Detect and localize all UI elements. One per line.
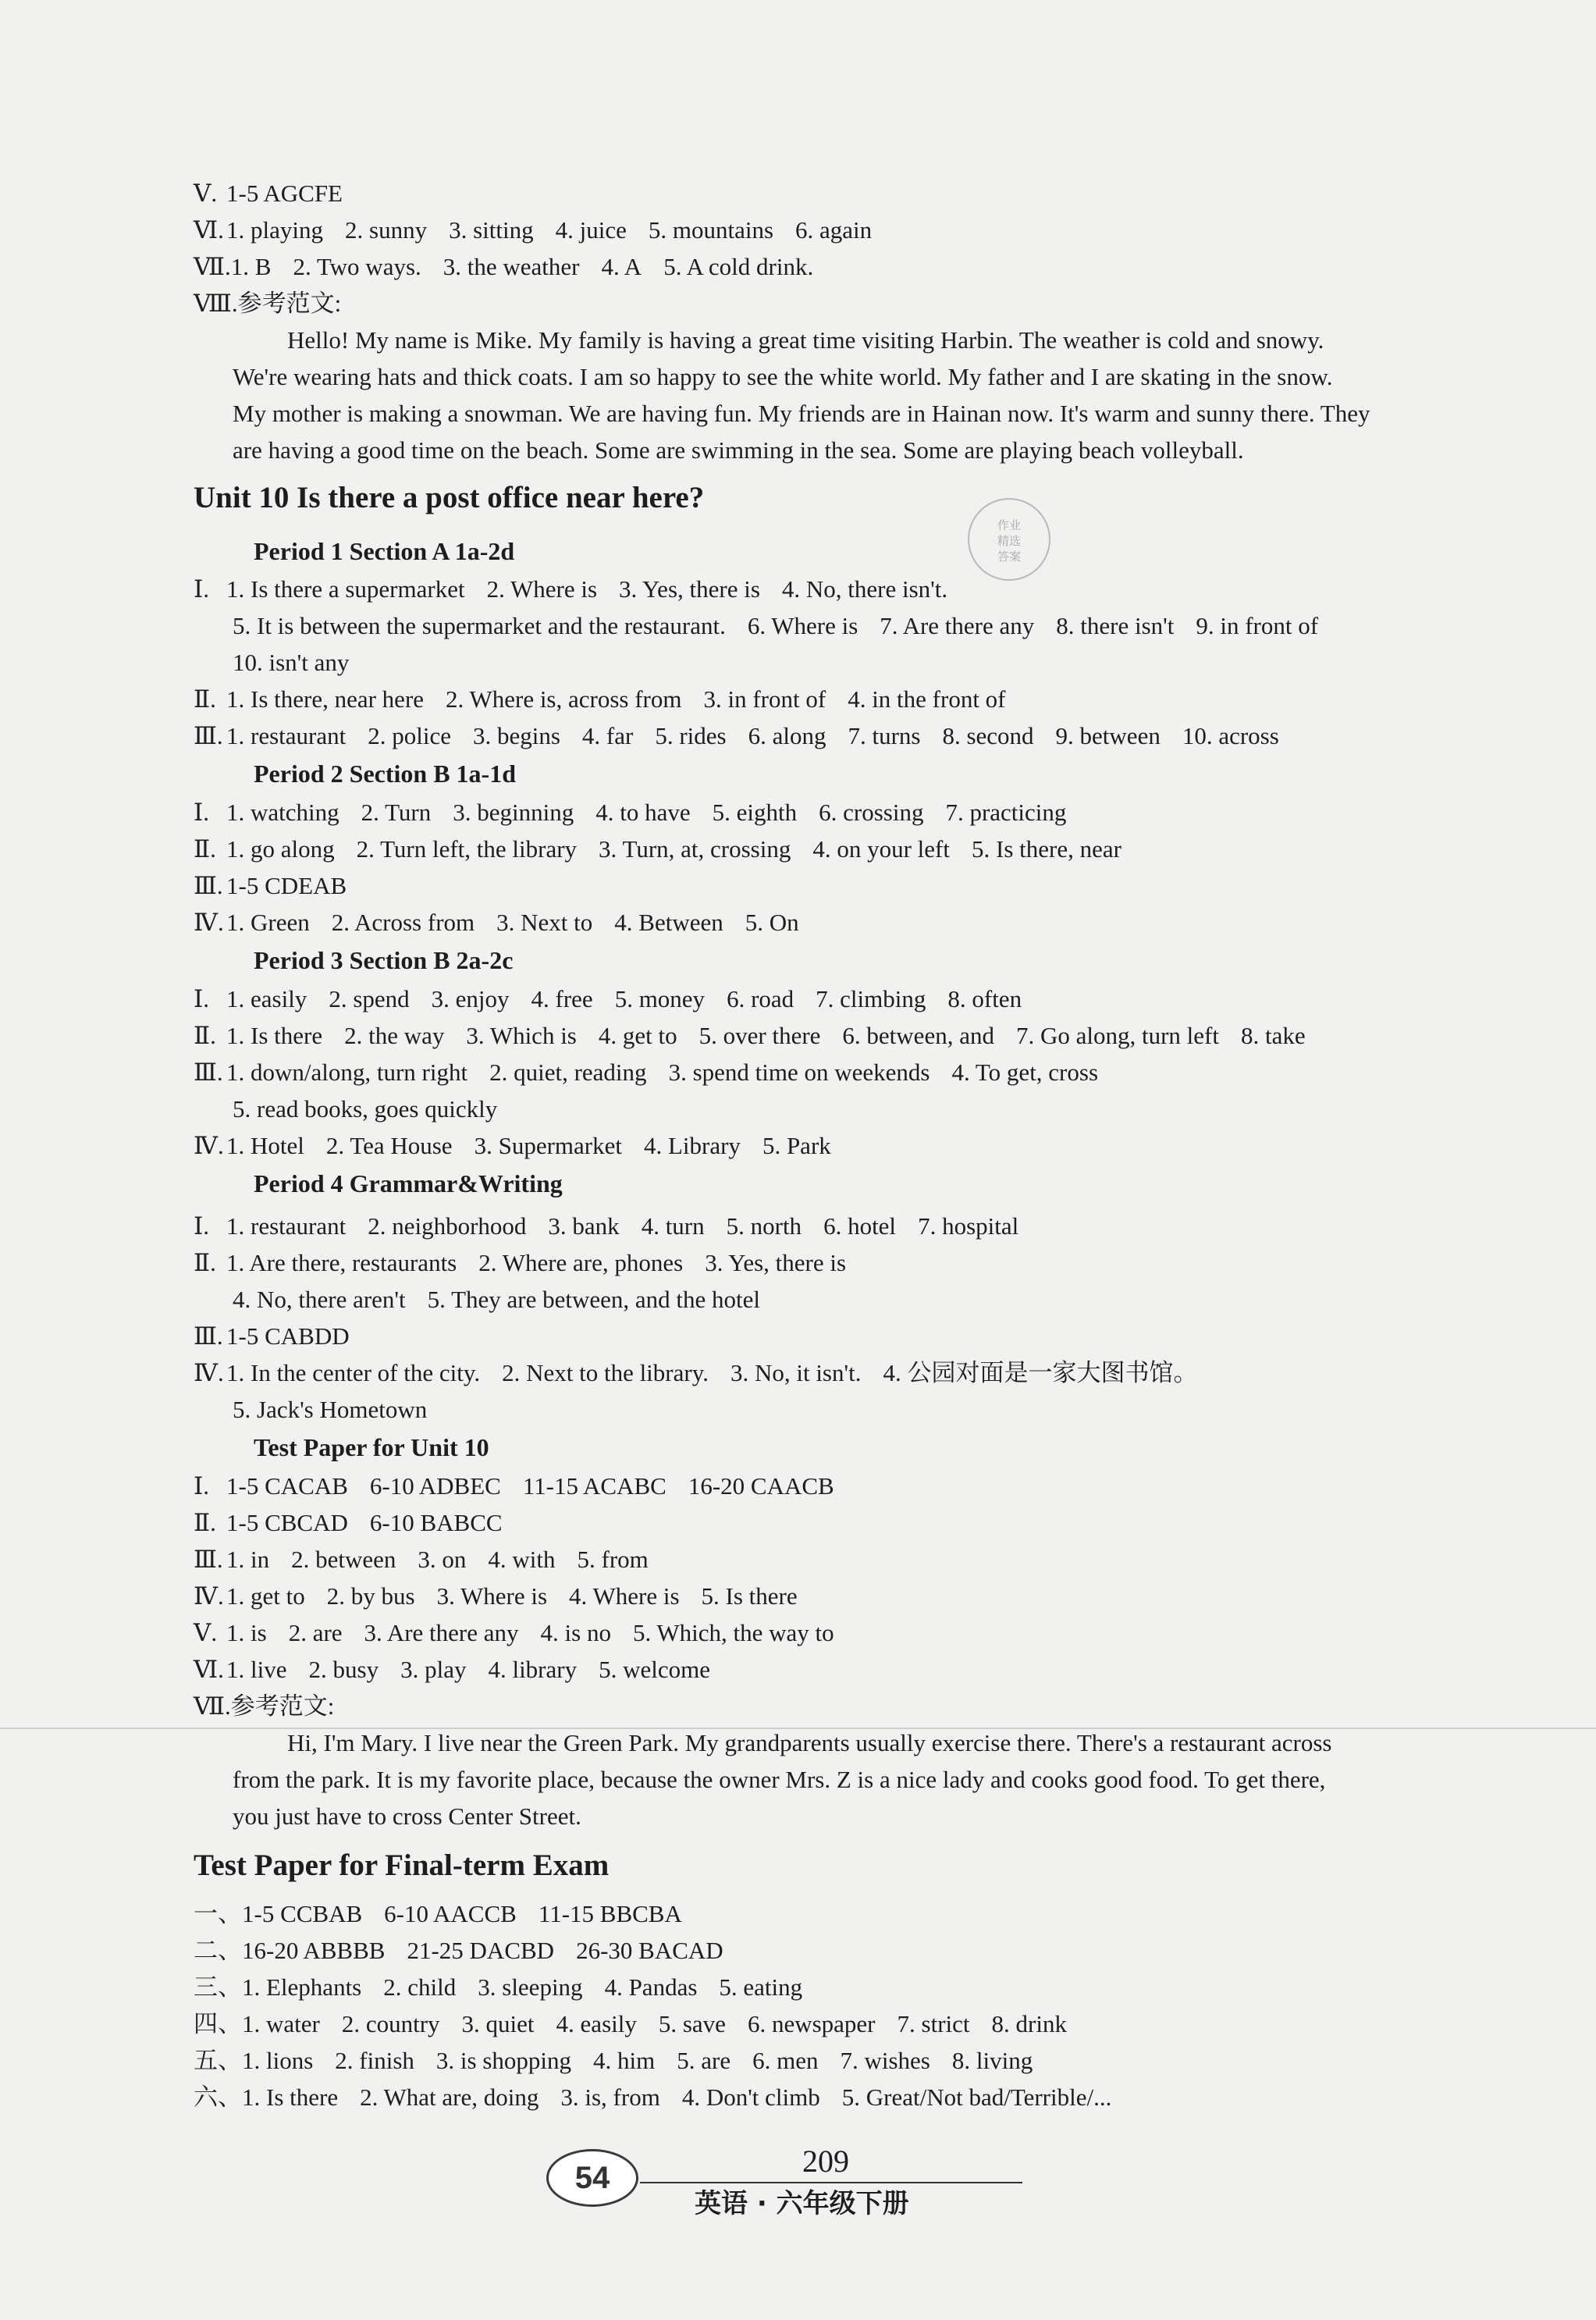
roman-numeral: Ⅲ. xyxy=(194,1322,223,1350)
answer-item: 3. Are there any xyxy=(364,1619,519,1646)
roman-numeral: Ⅴ. xyxy=(194,180,218,207)
p1-section-i-cont xyxy=(233,644,1518,681)
answer-item: 4. turn xyxy=(641,1212,705,1240)
answer-item: 2. Where is, across from xyxy=(446,685,682,713)
answer-item: 6-10 AACCB xyxy=(384,1900,517,1927)
answer-item: 3. quiet xyxy=(461,2010,535,2037)
p2-section-iv xyxy=(194,904,1518,941)
answer-item: 5. money xyxy=(614,985,706,1012)
section-number: 三、 xyxy=(194,1973,242,2001)
answer-item: 3. bank xyxy=(548,1212,620,1240)
section-number: 一、 xyxy=(194,1900,242,1927)
roman-numeral: Ⅳ. xyxy=(194,1359,224,1386)
answer-item: 6. road xyxy=(727,985,794,1012)
answer-item: 16-20 CAACB xyxy=(688,1472,834,1500)
footer-rule xyxy=(640,2182,1022,2183)
answer-item: 7. hospital xyxy=(918,1212,1019,1240)
p3-section-ii xyxy=(194,1017,1518,1054)
answer-item: 1-5 CACAB xyxy=(226,1472,348,1500)
answer-item: 8. drink xyxy=(991,2010,1067,2037)
answer-item: 1. Green xyxy=(226,909,310,936)
p4-section-ii-cont xyxy=(233,1281,1518,1318)
answer-item: 7. practicing xyxy=(945,799,1067,826)
section-number: Ⅴ. xyxy=(194,1619,218,1646)
answer-item: 3. spend time on weekends xyxy=(668,1059,930,1086)
answer-item: 2. neighborhood xyxy=(368,1212,527,1240)
answer-item: 1. Are there, restaurants xyxy=(226,1249,457,1276)
answer-item: 5. eating xyxy=(719,1973,803,2001)
answer-item: 4. easily xyxy=(556,2010,637,2037)
answer-item: 7. wishes xyxy=(840,2047,930,2074)
answer-item: 4. Pandas xyxy=(604,1973,698,2001)
answer-item: 4. him xyxy=(593,2047,656,2074)
answer-item: 4. Don't climb xyxy=(681,2083,820,2111)
p3-section-i xyxy=(194,980,1518,1017)
roman-numeral: Ⅶ. xyxy=(194,1692,231,1720)
answer-row xyxy=(194,1468,1518,1504)
answer-item: 8. there isn't xyxy=(1056,612,1175,639)
section-number: 二、 xyxy=(194,1937,242,1964)
answer-item: 10. across xyxy=(1182,722,1279,749)
answer-item: 2. country xyxy=(341,2010,440,2037)
answer-row xyxy=(194,1578,1518,1614)
answer-item: 5. Is there xyxy=(701,1582,798,1610)
period-4-heading: Period 4 Grammar&Writing xyxy=(254,1169,563,1197)
answer-item: 3. sitting xyxy=(449,216,534,244)
p3-section-iii xyxy=(194,1054,1518,1091)
answer-item: 3. Yes, there is xyxy=(705,1249,847,1276)
answer-row xyxy=(194,1932,1518,1969)
page-footer xyxy=(539,2143,1038,2221)
roman-numeral: Ⅲ. xyxy=(194,722,223,749)
answer-item: 3. on xyxy=(418,1546,467,1573)
answer-item: 2. busy xyxy=(308,1656,379,1683)
answer-item: 4. far xyxy=(581,722,634,749)
answer-item: 6. men xyxy=(752,2047,819,2074)
p1-section-i-cont xyxy=(233,607,1518,644)
answer-item: 2. sunny xyxy=(345,216,428,244)
unit9-section-vi xyxy=(194,212,1518,248)
book-title: 英语 · 六年级下册 xyxy=(695,2188,909,2219)
answer-item: 1. B xyxy=(230,253,272,280)
answer-item: 2. Next to the library. xyxy=(502,1359,709,1386)
essay-line: My mother is making a snowman. We are having fun. My friends are in Hainan now. It's warm and sunny there. They xyxy=(233,400,1370,427)
answer-item: 5. Park xyxy=(762,1132,831,1159)
answer-row xyxy=(194,2079,1518,2115)
answer-item: 2. Across from xyxy=(331,909,475,936)
final-exam-title: Test Paper for Final-term Exam xyxy=(194,1849,610,1882)
answer-item: 2. spend xyxy=(329,985,410,1012)
answer-item: 2. Tea House xyxy=(325,1132,453,1159)
answer-item: 4. No, there isn't. xyxy=(781,575,948,603)
answer-item: 1. restaurant xyxy=(226,1212,347,1240)
answer-item: 4. Between xyxy=(614,909,723,936)
answer-item: 5. welcome xyxy=(599,1656,710,1683)
answer-item: 6. along xyxy=(748,722,826,749)
answer-item: 11-15 ACABC xyxy=(522,1472,666,1500)
answer-item: 5. It is between the supermarket and the restaurant. xyxy=(233,612,726,639)
answer-item: 3. Turn, at, crossing xyxy=(599,835,791,863)
p4-section-ii xyxy=(194,1244,1518,1281)
answer-item: 4. with xyxy=(488,1546,556,1573)
roman-numeral: Ⅲ. xyxy=(194,872,223,899)
answer-item: 4. in the front of xyxy=(848,685,1006,713)
answer-item: 7. strict xyxy=(897,2010,970,2037)
answer-item: 8. often xyxy=(947,985,1022,1012)
answer-item: 5. over there xyxy=(698,1022,821,1049)
answer-item: 1. playing xyxy=(226,216,323,244)
answer-item: 3. the weather xyxy=(443,253,580,280)
answer-item: 5. Jack's Hometown xyxy=(233,1396,428,1423)
answer-item: 4. A xyxy=(601,253,642,280)
answer-row xyxy=(194,2042,1518,2079)
answer-item: 3. is shopping xyxy=(435,2047,572,2074)
p4-section-iv xyxy=(194,1354,1518,1391)
answer-item: 2. Two ways. xyxy=(293,253,421,280)
answer-item: 3. play xyxy=(400,1656,467,1683)
unit9-section-viii xyxy=(194,285,1518,322)
answer-item: 6. hotel xyxy=(823,1212,897,1240)
answer-item: 1. go along xyxy=(226,835,335,863)
unit10-title: Unit 10 Is there a post office near here? xyxy=(194,481,705,514)
answer-item: 21-25 DACBD xyxy=(407,1937,555,1964)
answer-item: 5. save xyxy=(658,2010,726,2037)
section-number: 六、 xyxy=(194,2083,242,2111)
p4-section-iii: Ⅲ. 1-5 CABDD xyxy=(194,1318,1518,1354)
answer-row xyxy=(194,1969,1518,2005)
answer-item: 2. Where is xyxy=(486,575,598,603)
answer-item: 5. Which, the way to xyxy=(632,1619,834,1646)
answer-item: 2. quiet, reading xyxy=(489,1059,647,1086)
answer-item: 5. are xyxy=(677,2047,731,2074)
roman-numeral: Ⅱ. xyxy=(194,1022,216,1049)
answer-item: 6. between, and xyxy=(842,1022,994,1049)
roman-numeral: Ⅷ. xyxy=(194,290,238,317)
answer-row xyxy=(194,1541,1518,1578)
answer-item: 5. They are between, and the hotel xyxy=(427,1286,761,1313)
answer-item: 8. living xyxy=(951,2047,1033,2074)
answer-item: 1. restaurant xyxy=(226,722,347,749)
answer-item: 2. finish xyxy=(335,2047,414,2074)
period-1-heading: Period 1 Section A 1a-2d xyxy=(254,537,515,565)
answer-row xyxy=(194,1504,1518,1541)
answer-item: 1-5 CBCAD xyxy=(226,1509,348,1536)
roman-numeral: Ⅱ. xyxy=(194,685,216,713)
answer-text: 1-5 AGCFE xyxy=(226,180,343,207)
roman-numeral: Ⅰ. xyxy=(194,985,209,1012)
answer-item: 4. is no xyxy=(540,1619,611,1646)
answer-item: 26-30 BACAD xyxy=(576,1937,723,1964)
answer-row xyxy=(194,1614,1518,1651)
roman-numeral: Ⅰ. xyxy=(194,1212,209,1240)
answer-item: 11-15 BBCBA xyxy=(538,1900,682,1927)
answer-item: 2. are xyxy=(288,1619,343,1646)
p4-section-i xyxy=(194,1208,1518,1244)
answer-item: 5. Great/Not bad/Terrible/... xyxy=(841,2083,1112,2111)
answer-item: 2. child xyxy=(383,1973,457,2001)
answer-item: 6. again xyxy=(795,216,873,244)
answer-item: 4. library xyxy=(488,1656,578,1683)
essay-line: are having a good time on the beach. Some are swimming in the sea. Some are playing beach volleyball. xyxy=(233,436,1244,464)
answer-item: 5. On xyxy=(745,909,799,936)
answer-row xyxy=(194,1651,1518,1688)
answer-item: 1. get to xyxy=(226,1582,305,1610)
answer-item: 6-10 ADBEC xyxy=(369,1472,501,1500)
answer-item: 1. Elephants xyxy=(242,1973,362,2001)
answer-item: 4. get to xyxy=(598,1022,677,1049)
answer-item: 1. water xyxy=(242,2010,320,2037)
answer-item: 1. live xyxy=(226,1656,287,1683)
answer-item: 1-5 CCBAB xyxy=(242,1900,363,1927)
p2-section-i xyxy=(194,794,1518,831)
answer-item: 3. is, from xyxy=(560,2083,660,2111)
answer-item: 9. between xyxy=(1055,722,1161,749)
section-number: Ⅰ. xyxy=(194,1472,209,1500)
answer-item: 5. from xyxy=(577,1546,649,1573)
answer-item: 1. lions xyxy=(242,2047,314,2074)
answer-item: 4. juice xyxy=(555,216,627,244)
answer-item: 2. Turn left, the library xyxy=(356,835,578,863)
answer-item: 3. beginning xyxy=(453,799,574,826)
roman-numeral: Ⅱ. xyxy=(194,1249,216,1276)
unit9-section-v xyxy=(194,175,1518,212)
answer-item: 3. Supermarket xyxy=(474,1132,622,1159)
answer-item: 4. 公园对面是一家大图书馆。 xyxy=(883,1359,1198,1386)
roman-numeral: Ⅰ. xyxy=(194,799,209,826)
essay-line: Hello! My name is Mike. My family is having a great time visiting Harbin. The weather is cold and snowy. xyxy=(287,326,1324,354)
answer-item: 3. in front of xyxy=(703,685,826,713)
essay-line: We're wearing hats and thick coats. I am so happy to see the white world. My father and I are skating in the snow. xyxy=(233,363,1333,390)
unit9-section-vii xyxy=(194,248,1518,285)
answer-item: 5. eighth xyxy=(712,799,798,826)
answer-item: 9. in front of xyxy=(1196,612,1319,639)
section-number: Ⅳ. xyxy=(194,1582,224,1610)
answer-item: 1. easily xyxy=(226,985,307,1012)
p1-section-i xyxy=(194,571,1518,607)
roman-numeral: Ⅵ. xyxy=(194,216,224,244)
answer-item: 1. down/along, turn right xyxy=(226,1059,468,1086)
p1-section-iii xyxy=(194,717,1518,754)
answer-item: 3. No, it isn't. xyxy=(730,1359,862,1386)
answer-item: 1. In the center of the city. xyxy=(226,1359,481,1386)
p2-section-ii xyxy=(194,831,1518,867)
section-number: Ⅵ. xyxy=(194,1656,224,1683)
answer-item: 5. A cold drink. xyxy=(663,253,814,280)
answer-item: 4. Library xyxy=(643,1132,741,1159)
answer-item: 5. north xyxy=(726,1212,802,1240)
answer-item: 1. is xyxy=(226,1619,267,1646)
p3-section-iv xyxy=(194,1127,1518,1164)
answer-item: 2. between xyxy=(291,1546,396,1573)
answer-item: 4. on your left xyxy=(812,835,950,863)
roman-numeral: Ⅳ. xyxy=(194,1132,224,1159)
answer-item: 2. by bus xyxy=(326,1582,415,1610)
period-3-heading: Period 3 Section B 2a-2c xyxy=(254,946,514,974)
answer-item: 7. Are there any xyxy=(880,612,1035,639)
roman-numeral: Ⅳ. xyxy=(194,909,224,936)
answer-item: 1. Hotel xyxy=(226,1132,304,1159)
answer-item: 1. Is there xyxy=(226,1022,323,1049)
essay-line: from the park. It is my favorite place, because the owner Mrs. Z is a nice lady and cooks good food. To get there, xyxy=(233,1766,1326,1793)
answer-row xyxy=(194,2005,1518,2042)
period-2-heading: Period 2 Section B 1a-1d xyxy=(254,760,516,788)
answer-item: 2. Where are, phones xyxy=(478,1249,684,1276)
answer-item: 3. Yes, there is xyxy=(619,575,760,603)
section-number: 四、 xyxy=(194,2010,242,2037)
answer-item: 1. Is there, near here xyxy=(226,685,425,713)
page-number: 209 xyxy=(802,2144,849,2179)
answer-item: 1. watching xyxy=(226,799,339,826)
roman-numeral: Ⅰ. xyxy=(194,575,209,603)
answer-item: 2. What are, doing xyxy=(360,2083,539,2111)
answer-item: 1. in xyxy=(226,1546,270,1573)
section-number: Ⅲ. xyxy=(194,1546,223,1573)
roman-numeral: Ⅶ. xyxy=(194,253,231,280)
answer-stamp: 作业 精选 答案 xyxy=(968,498,1050,581)
answer-row xyxy=(194,1895,1518,1932)
essay-line: you just have to cross Center Street. xyxy=(233,1802,581,1830)
section-number: Ⅱ. xyxy=(194,1509,216,1536)
answer-item: 10. isn't any xyxy=(233,649,350,676)
answer-item: 3. begins xyxy=(472,722,560,749)
answer-item: 5. read books, goes quickly xyxy=(233,1095,498,1123)
test-unit10-heading: Test Paper for Unit 10 xyxy=(254,1433,489,1461)
answer-item: 4. No, there aren't xyxy=(233,1286,406,1313)
p1-section-ii xyxy=(194,681,1518,717)
p4-section-iv-cont xyxy=(233,1391,1518,1428)
sample-essay-label: 参考范文: xyxy=(230,1692,335,1720)
book-logo: 54 xyxy=(546,2149,638,2207)
answer-item: 6-10 BABCC xyxy=(369,1509,503,1536)
answer-item: 16-20 ABBBB xyxy=(242,1937,386,1964)
answer-item: 7. Go along, turn left xyxy=(1015,1022,1219,1049)
answer-item: 5. rides xyxy=(655,722,727,749)
answer-item: 2. Turn xyxy=(361,799,432,826)
answer-item: 1. Is there xyxy=(242,2083,339,2111)
answer-item: 6. newspaper xyxy=(747,2010,876,2037)
answer-item: 4. To get, cross xyxy=(951,1059,1099,1086)
test-section-vii xyxy=(194,1688,1518,1724)
answer-item: 8. second xyxy=(942,722,1034,749)
answer-item: 3. Which is xyxy=(466,1022,577,1049)
roman-numeral: Ⅱ. xyxy=(194,835,216,863)
p2-section-iii: Ⅲ. 1-5 CDEAB xyxy=(194,867,1518,904)
answer-item: 7. turns xyxy=(848,722,921,749)
answer-item: 8. take xyxy=(1240,1022,1306,1049)
answer-item: 5. mountains xyxy=(648,216,774,244)
answer-item: 6. crossing xyxy=(819,799,924,826)
answer-item: 7. climbing xyxy=(816,985,926,1012)
answer-item: 2. the way xyxy=(344,1022,445,1049)
answer-item: 4. free xyxy=(531,985,593,1012)
answer-item: 3. sleeping xyxy=(478,1973,583,2001)
answer-item: 2. police xyxy=(368,722,451,749)
essay-line: Hi, I'm Mary. I live near the Green Park. My grandparents usually exercise there. There's a restaurant across xyxy=(287,1729,1332,1756)
section-number: 五、 xyxy=(194,2047,242,2074)
sample-essay-label: 参考范文: xyxy=(237,290,342,317)
answer-item: 4. Where is xyxy=(569,1582,680,1610)
answer-item: 6. Where is xyxy=(747,612,858,639)
answer-item: 4. to have xyxy=(595,799,691,826)
answer-item: 3. Where is xyxy=(436,1582,548,1610)
answer-item: 1. Is there a supermarket xyxy=(226,575,465,603)
roman-numeral: Ⅲ. xyxy=(194,1059,223,1086)
p3-section-iii-cont xyxy=(233,1091,1518,1127)
answer-item: 3. Next to xyxy=(496,909,593,936)
answer-item: 3. enjoy xyxy=(431,985,510,1012)
answer-item: 5. Is there, near xyxy=(972,835,1121,863)
